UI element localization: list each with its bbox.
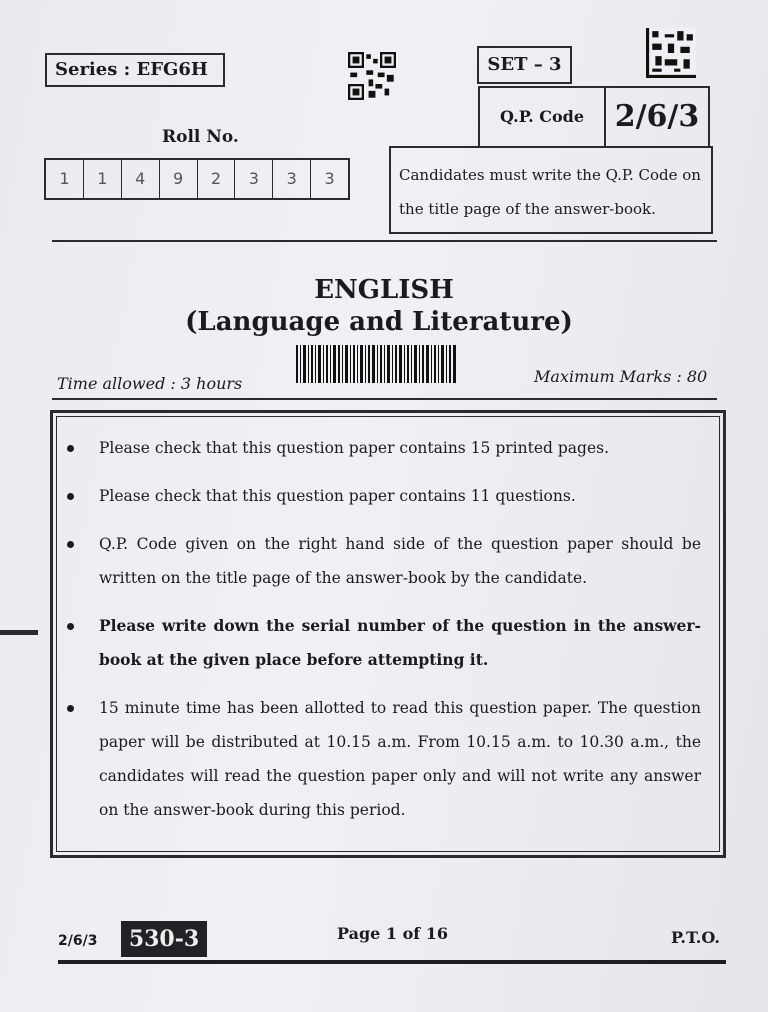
instructions-box: [50, 410, 726, 858]
barcode-icon: [296, 345, 456, 383]
roll-digit: 3: [235, 160, 273, 198]
set-label: SET – 3: [477, 46, 572, 84]
maximum-marks: Maximum Marks : 80: [534, 367, 708, 386]
footer-badge: 530-3: [121, 921, 207, 957]
instructions-list: [56, 416, 720, 852]
footer-qp-code: 2/6/3: [58, 933, 98, 949]
roll-digit: 3: [324, 169, 335, 188]
page-number: Page 1 of 16: [337, 924, 448, 943]
instruction-text: Please write down the serial number of the question in the answer-book at the given place before attempting it.: [99, 616, 701, 669]
instruction-text: Please check that this question paper contains 11 questions.: [99, 487, 576, 505]
roll-number-label: Roll No.: [162, 127, 239, 147]
bullet-icon: [67, 623, 74, 630]
margin-mark: [0, 630, 38, 635]
roll-digit: 9: [160, 160, 198, 198]
please-turn-over: P.T.O.: [671, 928, 720, 947]
qp-code-label: Q.P. Code: [480, 88, 606, 146]
instruction-text: Q.P. Code given on the right hand side of the question paper should be written on the title page of the answer-book by the candidate.: [99, 535, 701, 587]
instruction-item: [67, 479, 701, 513]
instruction-item: [67, 691, 701, 827]
roll-number-boxes: [44, 158, 350, 200]
time-allowed: Time allowed : 3 hours: [57, 374, 243, 393]
roll-digit: 2: [198, 160, 236, 198]
series-label: Series : EFG6H: [45, 53, 225, 87]
roll-digit: 1: [84, 160, 122, 198]
instruction-text: 15 minute time has been allotted to read this question paper. The question paper will be distributed at 10.15 a.m. From 10.15 a.m. to 10.30 a.m., the candidates will read the question paper only and will not write any answer on the answer-book during this period.: [99, 699, 701, 819]
subject-title: ENGLISH: [314, 275, 454, 305]
instruction-text: Please check that this question paper contains 15 printed pages.: [99, 439, 610, 457]
roll-digit: 4: [122, 160, 160, 198]
instruction-item: [67, 609, 701, 677]
meta-divider: [52, 398, 717, 400]
header-divider: [52, 240, 717, 242]
subject-subtitle: (Language and Literature): [185, 307, 573, 337]
bullet-icon: [67, 541, 74, 548]
qp-code-box: [478, 86, 710, 148]
roll-digit: 3: [273, 160, 311, 198]
datamatrix-icon: [646, 28, 696, 78]
instruction-item: [67, 527, 701, 595]
instruction-item: [67, 431, 701, 465]
qr-code-icon: [348, 52, 396, 100]
roll-digit: 1: [46, 160, 84, 198]
bullet-icon: [67, 445, 74, 452]
footer-divider: [58, 960, 726, 964]
bullet-icon: [67, 493, 74, 500]
bullet-icon: [67, 705, 74, 712]
candidate-note: Candidates must write the Q.P. Code on the title page of the answer-book.: [389, 146, 713, 234]
qp-code-value: 2/6/3: [614, 99, 700, 134]
